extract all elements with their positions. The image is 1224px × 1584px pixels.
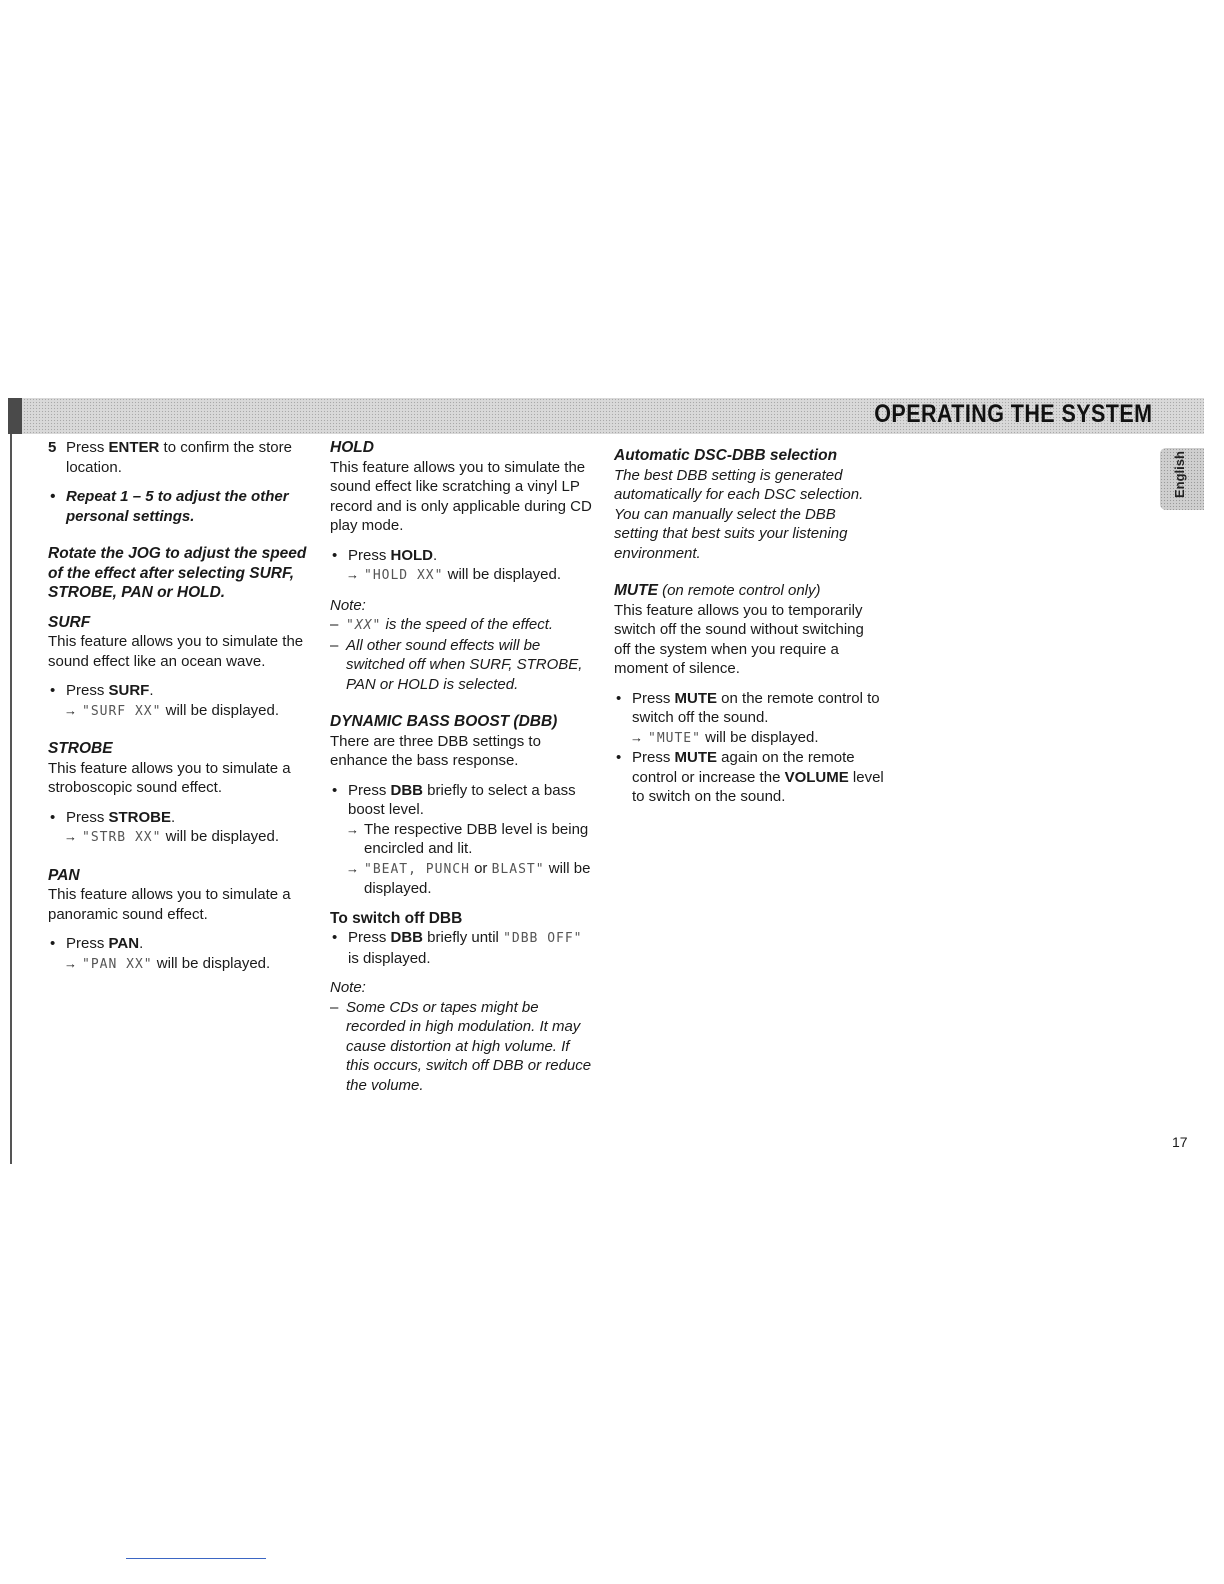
dbb-result-2-text [364,859,592,899]
surf-heading: SURF [48,613,91,631]
surf-press-text [66,681,154,701]
press-pre: Press [66,808,109,826]
surf-result [48,701,310,722]
dbb-key: DBB [390,929,424,946]
auto-dsc-dbb-heading: Automatic DSC-DBB selection [614,447,838,464]
repeat-text: Repeat 1 – 5 to adjust the other personal settings. [66,488,289,525]
mute-again [614,748,884,807]
switch-off-dbb-heading: To switch off DBB [330,909,463,927]
arrow-right-icon: → [64,829,77,844]
hold-note-2 [330,636,592,695]
step-number: 5 [48,439,57,456]
lcd-display-text: BLAST" [491,861,545,877]
again-post: level to switch on the sound. [632,768,884,805]
volume-key: VOLUME [784,768,849,786]
result-text: The respective DBB level is being encircled and lit. [364,820,589,857]
step-post: to confirm the store location. [66,439,292,476]
lcd-display-text: "SURF XX" [82,703,162,719]
lcd-display-text: "MUTE" [648,730,701,746]
arrow-right-icon: → [64,702,77,718]
pan-press-text [66,934,143,954]
press-pre: Press [348,929,391,946]
page-number: 17 [1172,1134,1188,1150]
arrow-right-icon: → [630,729,643,745]
dbb-switch-off [330,928,592,968]
press-post: . [139,935,144,952]
arrow-right-icon: → [346,821,359,837]
switch-mid: briefly until [423,929,504,946]
step-text [66,438,310,477]
dbb-press [330,781,592,820]
language-tab [1160,448,1204,510]
mute-again-text [632,748,884,807]
arrow-right-icon: → [346,567,359,582]
strobe-description: This feature allows you to simulate a stroboscopic sound effect. [48,759,291,796]
hold-press-text [348,546,437,566]
press-pre: Press [632,749,675,766]
dbb-note-label: Note: [330,979,366,996]
dbb-result-2 [330,859,592,899]
bullet-icon: • [332,929,338,946]
surf-press [48,681,310,701]
note-text: Some CDs or tapes might be recorded in high modulation. It may cause distortion at high volume. If this occurs, switch off DBB or reduce the volume. [346,998,592,1094]
lcd-display-text: "XX" [346,618,382,633]
dbb-switch-off-text [348,928,592,968]
hold-note-1 [330,615,592,636]
mute-key: MUTE [674,749,718,766]
dbb-key: DBB [390,781,424,799]
section-header-band [8,398,1204,434]
mute-result [614,728,884,749]
display-post: will be displayed. [161,701,280,719]
step-5 [48,438,310,477]
section-title: OPERATING THE SYSTEM [873,400,1152,428]
column-1 [48,438,310,974]
bullet-icon: • [50,935,56,952]
dash-icon: – [330,998,339,1016]
or-text: or [469,859,492,877]
pan-heading: PAN [48,866,80,884]
mute-result-text [648,728,819,749]
mute-press-text [632,689,884,728]
press-pre: Press [66,682,109,699]
pan-result [48,954,310,975]
pan-result-text [82,954,270,975]
display-post: will be displayed. [152,954,271,972]
dbb-press-text [348,781,592,820]
display-post: will be displayed. [364,859,591,897]
column-3 [614,438,884,807]
strobe-heading: STROBE [48,740,113,757]
repeat-instruction [48,487,310,526]
bullet-icon: • [50,488,56,505]
pan-press [48,934,310,954]
surf-result-text [82,701,279,722]
mute-key: MUTE [674,689,718,707]
note-text: All other sound effects will be switched off when SURF, STROBE, PAN or HOLD is selected. [346,636,583,693]
pan-description: This feature allows you to simulate a panoramic sound effect. [48,886,291,923]
strobe-result-text [82,827,279,848]
note-text: is the speed of the effect. [381,616,554,633]
arrow-right-icon: → [346,860,359,876]
bullet-icon: • [50,808,56,826]
hold-heading: HOLD [330,439,374,456]
surf-key: SURF [108,682,150,699]
hold-result-text [364,565,561,586]
mute-press [614,689,884,728]
dbb-result-1 [330,820,592,859]
dbb-note [330,998,592,1096]
again-mid: again on the remote control or increase the [632,749,855,786]
bullet-icon: • [332,546,338,564]
display-post: will be displayed. [700,728,819,746]
column-2 [330,438,592,1095]
mute-description: This feature allows you to temporarily switch off the sound without switching off the system when you require a moment of silence. [614,601,864,677]
press-pre: Press [632,689,675,707]
strobe-press-text [66,808,175,828]
dash-icon: – [330,636,339,654]
step-pre: Press [66,439,109,456]
hold-note-1-text [346,615,553,636]
dbb-heading: DYNAMIC BASS BOOST (DBB) [330,713,558,730]
mute-heading [614,581,884,601]
press-post: on the remote control to switch off the sound. [632,689,880,726]
lcd-display-text: "HOLD XX" [364,568,444,583]
bullet-icon: • [332,781,338,799]
display-post: will be displayed. [443,566,562,583]
strobe-press [48,808,310,828]
press-post: briefly to select a bass boost level. [348,781,576,818]
press-post: . [171,808,176,826]
strobe-key: STROBE [108,808,172,826]
press-post: . [433,546,438,564]
arrow-right-icon: → [64,955,77,971]
press-pre: Press [348,781,391,799]
mute-title: MUTE [614,582,658,599]
switch-post: is displayed. [348,949,431,967]
dash-icon: – [330,616,339,633]
press-post: . [149,682,154,699]
hold-press [330,546,592,566]
hold-description: This feature allows you to simulate the sound effect like scratching a vinyl LP record and is only applicable during CD play mode. [330,458,592,534]
pan-key: PAN [108,935,140,952]
enter-key: ENTER [108,439,160,456]
margin-line [10,434,12,1164]
hold-note-label: Note: [330,596,366,614]
strobe-result [48,827,310,848]
auto-dsc-dbb-description: The best DBB setting is generated automatically for each DSC selection. You can manually select the DBB setting that best suits your listening environment. [614,466,864,562]
footer-rule [126,1558,266,1559]
press-pre: Press [66,935,109,952]
header-left-block [8,398,22,434]
press-pre: Press [348,546,391,564]
lcd-display-text: "BEAT, PUNCH [364,861,470,877]
hold-result [330,565,592,586]
bullet-icon: • [616,749,622,766]
mute-title-note: (on remote control only) [657,582,821,599]
display-post: will be displayed. [161,828,280,845]
surf-description: This feature allows you to simulate the sound effect like an ocean wave. [48,633,304,670]
bullet-icon: • [50,682,56,699]
lcd-display-text: "DBB OFF" [503,931,583,946]
hold-key: HOLD [390,546,434,564]
rotate-jog-heading: Rotate the JOG to adjust the speed of the effect after selecting SURF, STROBE, PAN or HOLD. [48,545,307,601]
lcd-display-text: "STRB XX" [82,830,162,845]
language-tab-label: English [1172,451,1187,498]
lcd-display-text: "PAN XX" [82,956,153,972]
dbb-description: There are three DBB settings to enhance the bass response. [330,732,541,769]
bullet-icon: • [616,689,622,707]
